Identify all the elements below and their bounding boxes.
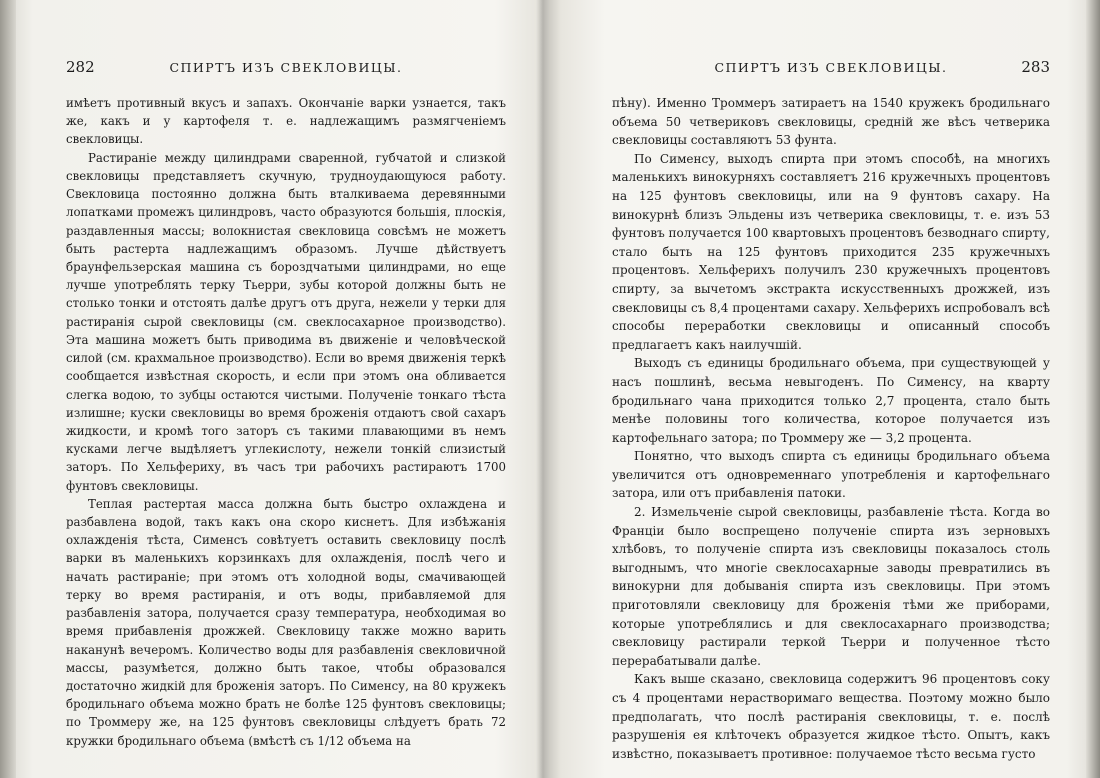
right-page-body <box>612 94 1050 763</box>
paragraph: Растираніе между цилиндрами сваренной, губчатой и слизкой свекловицы представляетъ скучную, трудноудающуюся работу. Свекловица постоянно должна быть вталкиваема деревянными лопатками промежъ цилиндровъ, часто образуются большія, плоскія, раздавленныя массы; волокнистая свекловица совсѣмъ не можетъ быть растерта надлежащимъ образомъ. Лучше дѣйствуетъ браунфельзерская машина съ бороздчатыми цилиндрами, но еще лучше употреблять терку Тьерри, зубы которой должны быть не столько тонки и отстоять далѣе другъ отъ друга, нежели у терки для растиранія сырой свекловицы (см. свеклосахарное производство). Эта машина можетъ быть приводима въ движеніе и человѣческой силой (см. крахмальное производство). Если во время движенія теркѣ сообщается извѣстная скорость, и если при этомъ она обливается слегка водою, то зубцы остаются чистыми. Полученіе тонкаго тѣста излишне; куски свекловицы во время броженія отдаютъ свой сахаръ жидкости, и кромѣ того заторъ съ такими плавающими въ немъ кусками легче выдѣляетъ углекислоту, нежели тонкій слизистый заторъ. По Хельфериху, въ часъ три рабочихъ растираютъ 1700 фунтовъ свекловицы. <box>66 150 506 493</box>
paragraph: Выходъ съ единицы бродильнаго объема, при существующей у насъ пошлинѣ, весьма невыгоденъ. По Сименсу, на кварту бродильнаго чана приходится только 2,7 процента, стало быть менѣе половины того количества, которое получается изъ картофельнаго затора; по Троммеру же — 3,2 процента. <box>612 356 1050 445</box>
page-number: 283 <box>1021 58 1050 76</box>
right-page <box>612 58 1050 763</box>
right-page-edge <box>1086 0 1100 778</box>
paragraph: имѣетъ противный вкусъ и запахъ. Окончаніе варки узнается, такъ же, какъ и у картофеля т. е. надлежащимъ размягченіемъ свекловицы. <box>66 96 506 147</box>
paragraph: Понятно, что выходъ спирта съ единицы бродильнаго объема увеличится отъ одновременнаго употребленія и картофельнаго затора, или отъ прибавленія патоки. <box>612 449 1050 501</box>
running-title: СПИРТЪ ИЗЪ СВЕКЛОВИЦЫ. <box>714 60 948 75</box>
left-page-header <box>66 58 506 80</box>
paragraph: 2. Измельченіе сырой свекловицы, разбавленіе тѣста. Когда во Франціи было воспрещено полученіе спирта изъ зерновыхъ хлѣбовъ, то полученіе спирта изъ свекловицы показалось столь выгоднымъ, что многіе свеклосахарные заводы превратились въ винокурни для добыванія спирта изъ свекловицы. При этомъ приготовляли свекловицу для броженія тѣми же приборами, которые употреблялись и для свеклосахарнаго производства; свекловицу растирали теркой Тьерри и полученное тѣсто перерабатывали далѣе. <box>612 505 1050 668</box>
page-number: 282 <box>66 58 95 76</box>
paragraph: Какъ выше сказано, свекловица содержитъ 96 процентовъ соку съ 4 процентами нерастворимаго вещества. Поэтому можно было предполагать, что послѣ растиранія свекловицы, т. е. послѣ разрушенія ея клѣточекъ образуется жидкое тѣсто. Опытъ, какъ извѣстно, показываетъ противное: получаемое тѣсто весьма густо <box>612 672 1050 761</box>
left-page <box>66 58 506 750</box>
paragraph: Теплая растертая масса должна быть быстро охлаждена и разбавлена водой, такъ какъ она скоро киснетъ. Для избѣжанія охлажденія тѣста, Сименсъ совѣтуетъ оставить свекловицу послѣ варки въ маленькихъ корзинкахъ для охлажденія, послѣ чего и начать растираніе; при этомъ отъ холодной воды, смачивающей терку во время растиранія, и отъ воды, прибавляемой для разбавленія затора, получается сразу температура, необходимая во время прибавленія дрожжей. Свекловицу также можно варить наканунѣ вечеромъ. Количество воды для разбавленія свекловичной массы, разумѣется, должно быть такое, чтобы образовался достаточно жидкій для броженія заторъ. По Сименсу, на 80 кружекъ бродильнаго объема можно брать не болѣе 125 фунтовъ свекловицы; по Троммеру же, на 125 фунтовъ свекловицы слѣдуетъ брать 72 кружки бродильнаго объема (вмѣстѣ съ 1/12 объема на <box>66 496 506 748</box>
paragraph: По Сименсу, выходъ спирта при этомъ способѣ, на многихъ маленькихъ винокурняхъ составляетъ 216 кружечныхъ процентовъ на 125 фунтовъ свекловицы, или на 9 фунтовъ сахару. На винокурнѣ близъ Эльдены изъ четверика свекловицы, т. е. изъ 53 фунтовъ получается 100 квартовыхъ процентовъ безводнаго спирту, стало быть на 125 фунтовъ приходится 235 кружечныхъ процентовъ. Хельферихъ получилъ 230 кружечныхъ процентовъ спирту, за вычетомъ экстракта искусственныхъ дрожжей, изъ свекловицы съ 8,4 процентами сахару. Хельферихъ испробовалъ всѣ способы переработки свекловицы и описанный способъ предлагаетъ какъ наилучшій. <box>612 151 1050 352</box>
left-page-edge <box>0 0 16 778</box>
paragraph: пѣну). Именно Троммеръ затираетъ на 1540 кружекъ бродильнаго объема 50 четвериковъ свекловицы, средній же вѣсъ четверика свекловицы составляютъ 53 фунта. <box>612 96 1050 148</box>
left-page-body <box>66 94 506 750</box>
right-page-header <box>612 58 1050 80</box>
book-gutter <box>536 0 550 778</box>
running-title: СПИРТЪ ИЗЪ СВЕКЛОВИЦЫ. <box>169 60 403 75</box>
